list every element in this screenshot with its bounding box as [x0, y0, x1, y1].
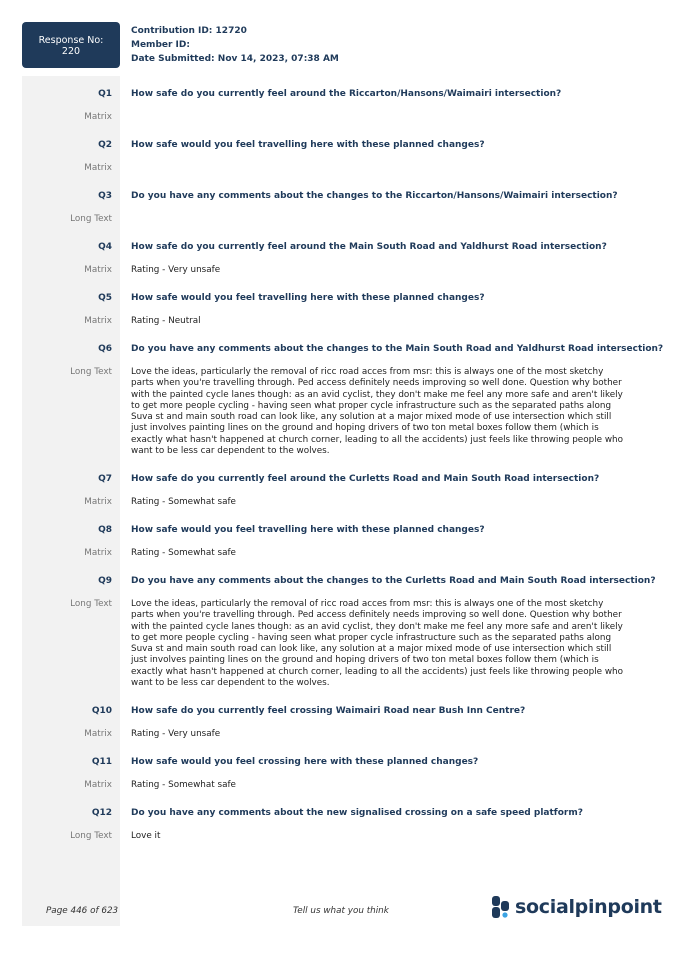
footer-tagline: Tell us what you think	[293, 906, 389, 916]
question-text: Do you have any comments about the changes to the Curletts Road and Main South Road intersection?	[131, 576, 656, 586]
question-text: How safe would you feel travelling here with these planned changes?	[131, 293, 485, 303]
question-type: Matrix	[84, 497, 112, 507]
question-text: How safe do you currently feel around the Curletts Road and Main South Road intersection?	[131, 474, 600, 484]
question-type: Long Text	[70, 599, 112, 609]
question-answer: Rating - Somewhat safe	[131, 548, 236, 558]
logo-wordmark: socialpinpoint	[515, 896, 662, 918]
question-answer: Love the ideas, particularly the removal of ricc road acces from msr: this is always one of the most sketchy parts when you're travelling through. Ped access definitely needs improving so well done. Question why bother with the painted cycle lanes though: as an avid cyclist, they don't make me feel any more safe and aren't likely to get more people cycling - having seen what proper cycle infrastructure such as the separated paths along Suva st and main south road can look like, any solution at a major mixed mode of use intersection which still just involves painting lines on the ground and hoping drivers of two ton metal boxes follow them (which is exactly what hasn't happened at church corner, leading to all the accidents) just feels like throwing people who want to be less car dependent to the wolves.	[131, 367, 623, 457]
question-text: How safe would you feel crossing here with these planned changes?	[131, 757, 479, 767]
question-number: Q10	[91, 706, 112, 716]
question-number: Q7	[98, 474, 112, 484]
date-label: Date Submitted:	[131, 54, 215, 64]
question-text: How safe do you currently feel crossing Waimairi Road near Bush Inn Centre?	[131, 706, 526, 716]
socialpinpoint-logo	[492, 895, 662, 919]
question-type: Matrix	[84, 316, 112, 326]
submission-meta	[131, 24, 339, 66]
question-answer: Rating - Neutral	[131, 316, 201, 326]
question-type: Long Text	[70, 214, 112, 224]
question-type: Long Text	[70, 367, 112, 377]
question-type: Matrix	[84, 729, 112, 739]
response-number-badge	[22, 22, 120, 68]
question-number: Q12	[91, 808, 112, 818]
question-type: Long Text	[70, 831, 112, 841]
question-number: Q9	[98, 576, 112, 586]
question-answer: Rating - Somewhat safe	[131, 497, 236, 507]
question-number: Q6	[98, 344, 112, 354]
question-text: How safe do you currently feel around the Main South Road and Yaldhurst Road intersection?	[131, 242, 607, 252]
contribution-id: 12720	[215, 26, 247, 36]
question-number: Q4	[98, 242, 112, 252]
question-text: Do you have any comments about the changes to the Main South Road and Yaldhurst Road intersection?	[131, 344, 664, 354]
question-number: Q5	[98, 293, 112, 303]
question-text: Do you have any comments about the new signalised crossing on a safe speed platform?	[131, 808, 583, 818]
question-type: Matrix	[84, 780, 112, 790]
page-number: Page 446 of 623	[46, 906, 119, 916]
date-value: Nov 14, 2023, 07:38 AM	[217, 54, 339, 64]
question-number: Q11	[91, 757, 112, 767]
contribution-label: Contribution ID:	[131, 26, 213, 36]
question-type: Matrix	[84, 548, 112, 558]
question-number: Q1	[98, 89, 112, 99]
question-answer: Rating - Very unsafe	[131, 265, 221, 275]
member-label: Member ID:	[131, 40, 190, 50]
response-number: 220	[61, 46, 81, 57]
question-type: Matrix	[84, 112, 112, 122]
question-number: Q3	[98, 191, 112, 201]
question-answer: Rating - Somewhat safe	[131, 780, 236, 790]
question-type: Matrix	[84, 265, 112, 275]
question-answer: Love the ideas, particularly the removal of ricc road acces from msr: this is always one of the most sketchy parts when you're travelling through. Ped access definitely needs improving so well done. Question why bother with the painted cycle lanes though: as an avid cyclist, they don't make me feel any more safe and aren't likely to get more people cycling - having seen what proper cycle infrastructure such as the separated paths along Suva st and main south road can look like, any solution at a major mixed mode of use intersection which still just involves painting lines on the ground and hoping drivers of two ton metal boxes follow them (which is exactly what hasn't happened at church corner, leading to all the accidents) just feels like throwing people who want to be less car dependent to the wolves.	[131, 599, 623, 689]
question-type: Matrix	[84, 163, 112, 173]
question-text: How safe would you feel travelling here with these planned changes?	[131, 525, 485, 535]
question-answer: Rating - Very unsafe	[131, 729, 221, 739]
question-text: How safe would you feel travelling here with these planned changes?	[131, 140, 485, 150]
pinpoint-logo-icon	[492, 896, 510, 918]
question-answer: Love it	[131, 831, 161, 841]
question-number: Q2	[98, 140, 112, 150]
question-text: Do you have any comments about the changes to the Riccarton/Hansons/Waimairi intersection?	[131, 191, 618, 201]
question-text: How safe do you currently feel around the Riccarton/Hansons/Waimairi intersection?	[131, 89, 562, 99]
response-label: Response No:	[38, 35, 104, 46]
question-number: Q8	[98, 525, 112, 535]
